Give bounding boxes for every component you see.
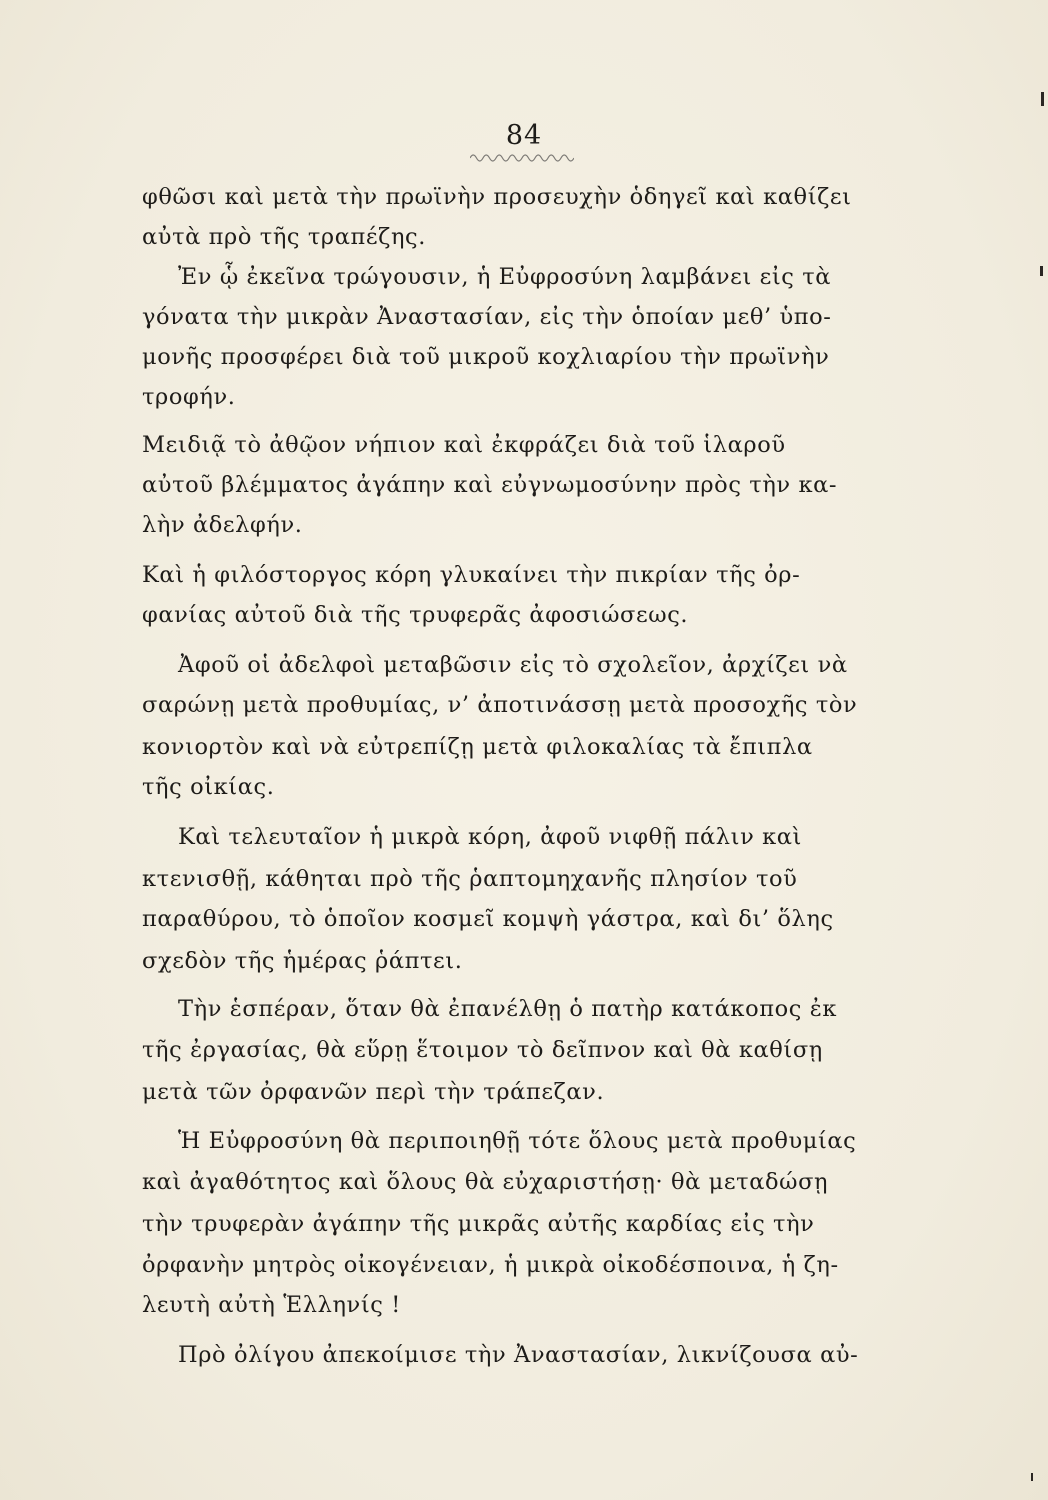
- text-line: τροφήν.: [142, 384, 236, 410]
- text-line: παραθύρου, τὸ ὁποῖον κοσμεῖ κομψὴ γάστρα, καὶ δι’ ὅλης: [142, 906, 834, 932]
- text-line: τὴν τρυφερὰν ἀγάπην τῆς μικρᾶς αὐτῆς καρδίας εἰς τὴν: [142, 1211, 815, 1237]
- wavy-underline-ornament: [470, 152, 574, 162]
- paragraph-start-line: Ἀφοῦ οἱ ἀδελφοὶ μεταβῶσιν εἰς τὸ σχολεῖον, ἀρχίζει νὰ: [178, 652, 848, 678]
- text-line: σχεδὸν τῆς ἡμέρας ῥάπτει.: [142, 948, 463, 974]
- paragraph-start-line: Καὶ ἡ φιλόστοργος κόρη γλυκαίνει τὴν πικρίαν τῆς ὀρ-: [142, 562, 801, 588]
- text-line: κονιορτὸν καὶ νὰ εὐτρεπίζῃ μετὰ φιλοκαλίας τὰ ἔπιπλα: [142, 734, 813, 760]
- paragraph-start-line: Καὶ τελευταῖον ἡ μικρὰ κόρη, ἀφοῦ νιφθῇ πάλιν καὶ: [178, 824, 802, 850]
- text-line: τῆς ἐργασίας, θὰ εὕρῃ ἕτοιμον τὸ δεῖπνον καὶ θὰ καθίσῃ: [142, 1037, 823, 1063]
- page-number: 84: [505, 120, 543, 151]
- margin-speck: [1040, 266, 1043, 276]
- paragraph-start-line: Τὴν ἑσπέραν, ὅταν θὰ ἐπανέλθῃ ὁ πατὴρ κατάκοπος ἐκ: [178, 996, 838, 1022]
- text-line: ὀρφανὴν μητρὸς οἰκογένειαν, ἡ μικρὰ οἰκοδέσποινα, ἡ ζη-: [142, 1252, 839, 1278]
- text-line: γόνατα τὴν μικρὰν Ἀναστασίαν, εἰς τὴν ὁποίαν μεθ’ ὑπο-: [142, 304, 832, 330]
- text-line: αὐτοῦ βλέμματος ἀγάπην καὶ εὐγνωμοσύνην πρὸς τὴν κα-: [142, 472, 838, 498]
- margin-speck: [1031, 1473, 1033, 1481]
- text-line: αὐτὰ πρὸ τῆς τραπέζης.: [142, 224, 427, 250]
- paragraph-start-line: Μειδιᾷ τὸ ἀθῷον νήπιον καὶ ἐκφράζει διὰ τοῦ ἱλαροῦ: [142, 432, 786, 458]
- text-line: σαρώνῃ μετὰ προθυμίας, ν’ ἀποτινάσσῃ μετὰ προσοχῆς τὸν: [142, 692, 858, 718]
- paragraph-start-line: Ἐν ᾧ ἐκεῖνα τρώγουσιν, ἡ Εὐφροσύνη λαμβάνει εἰς τὰ: [178, 264, 832, 290]
- paragraph-start-line: Ἡ Εὐφροσύνη θὰ περιποιηθῇ τότε ὅλους μετὰ προθυμίας: [178, 1128, 857, 1154]
- text-line: καὶ ἀγαθότητος καὶ ὅλους θὰ εὐχαριστήσῃ· θὰ μεταδώσῃ: [142, 1169, 829, 1195]
- text-line: λευτὴ αὐτὴ Ἑλληνίς !: [142, 1292, 401, 1318]
- text-line: τῆς οἰκίας.: [142, 774, 275, 800]
- text-line: μετὰ τῶν ὀρφανῶν περὶ τὴν τράπεζαν.: [142, 1079, 605, 1105]
- paragraph-start-line: Πρὸ ὀλίγου ἀπεκοίμισε τὴν Ἀναστασίαν, λικνίζουσα αὐ-: [178, 1342, 859, 1368]
- text-line: φθῶσι καὶ μετὰ τὴν πρωϊνὴν προσευχὴν ὁδηγεῖ καὶ καθίζει: [142, 184, 852, 210]
- text-line: φανίας αὐτοῦ διὰ τῆς τρυφερᾶς ἀφοσιώσεως.: [142, 602, 689, 628]
- text-line: λὴν ἀδελφήν.: [142, 512, 303, 538]
- text-line: μονῆς προσφέρει διὰ τοῦ μικροῦ κοχλιαρίου τὴν πρωϊνὴν: [142, 344, 830, 370]
- margin-speck: [1041, 92, 1044, 106]
- text-line: κτενισθῇ, κάθηται πρὸ τῆς ῥαπτομηχανῆς πλησίον τοῦ: [142, 866, 798, 892]
